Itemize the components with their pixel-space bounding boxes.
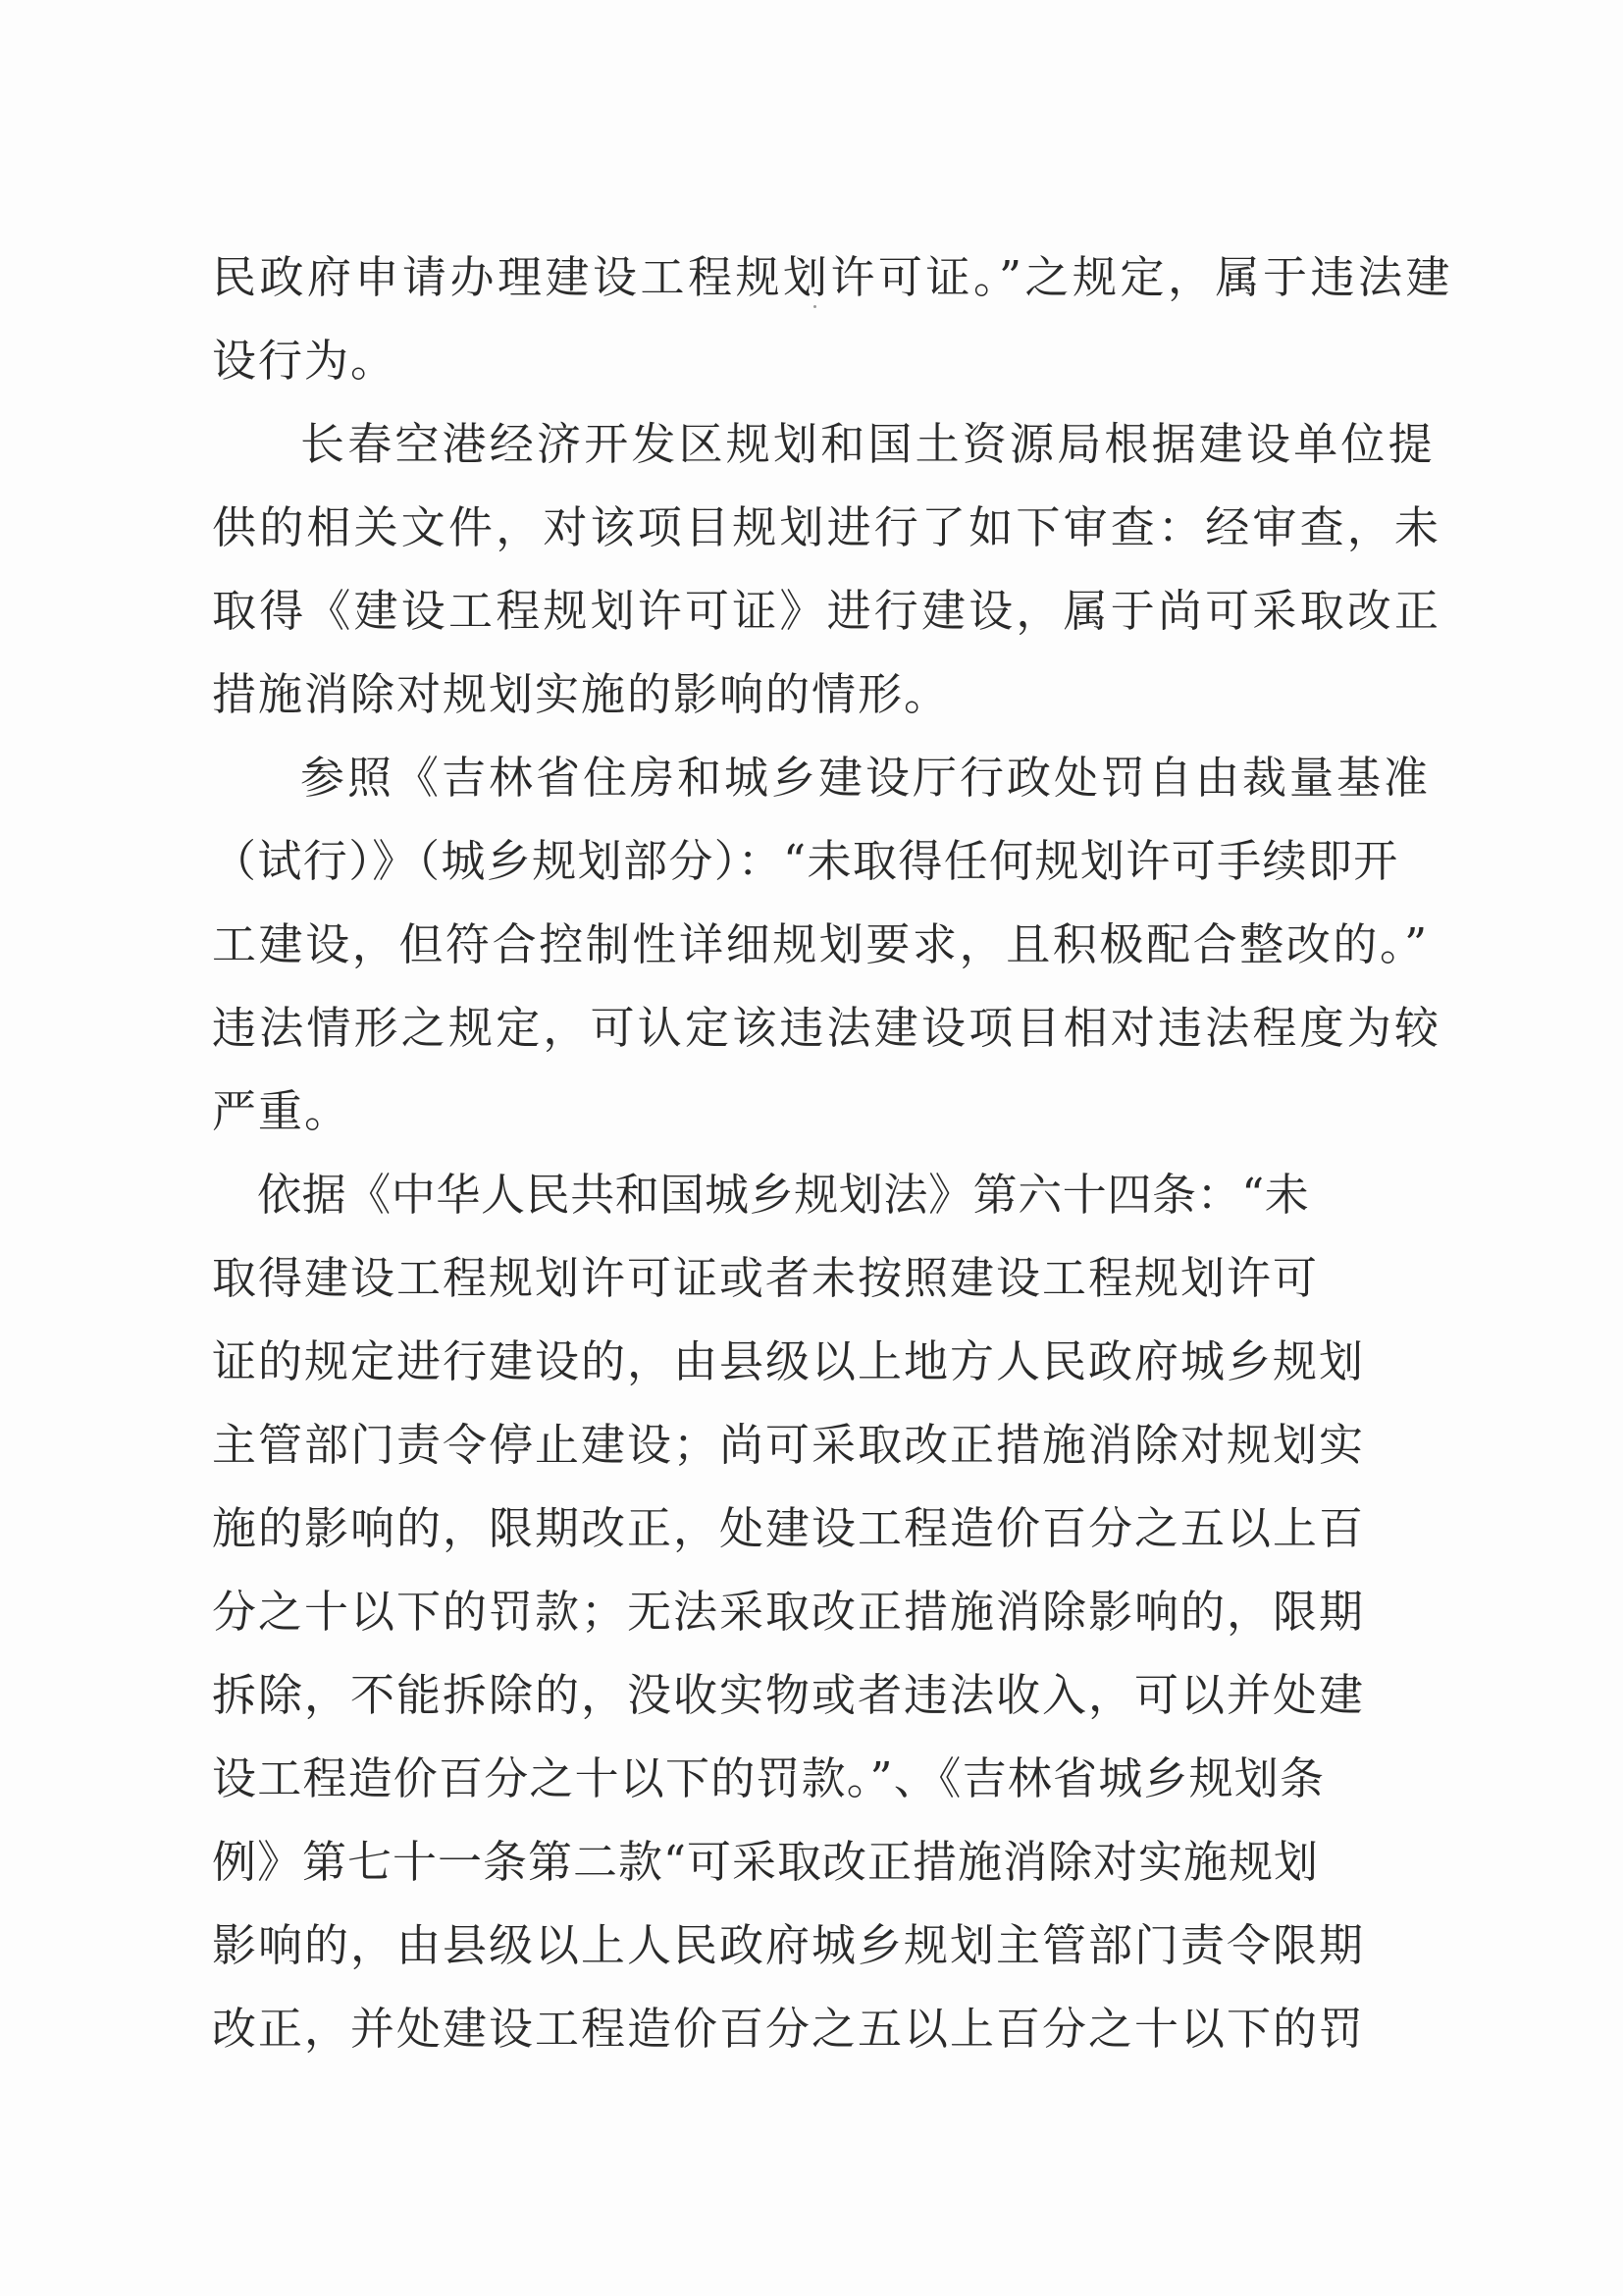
text-line: 参照《吉林省住房和城乡建设厅行政处罚自由裁量基准: [300, 752, 1432, 804]
text-line: 严重。: [212, 1085, 351, 1137]
text-line: 证的规定进行建设的，由县级以上地方人民政府城乡规划: [212, 1335, 1366, 1387]
text-line: 民政府申请办理建设工程规划许可证。”之规定，属于违法建: [212, 251, 1454, 303]
text-line: 例》第七十一条第二款“可采取改正措施消除对实施规划: [212, 1836, 1320, 1888]
text-line: 改正，并处建设工程造价百分之五以上百分之十以下的罚: [212, 2003, 1366, 2055]
text-line: 拆除，不能拆除的，没收实物或者违法收入，可以并处建: [212, 1669, 1366, 1721]
scan-speck: [813, 305, 816, 308]
text-line: 违法情形之规定，可认定该违法建设项目相对违法程度为较: [212, 1002, 1442, 1054]
text-line: 分之十以下的罚款；无法采取改正措施消除影响的，限期: [212, 1586, 1366, 1638]
text-line: 措施消除对规划实施的影响的情形。: [212, 668, 951, 720]
text-line: 施的影响的，限期改正，处建设工程造价百分之五以上百: [212, 1502, 1366, 1554]
text-line: 依据《中华人民共和国城乡规划法》第六十四条：“未: [257, 1169, 1310, 1221]
text-line: 工建设，但符合控制性详细规划要求，且积极配合整改的。”: [212, 918, 1430, 970]
text-line: 影响的，由县级以上人民政府城乡规划主管部门责令限期: [212, 1919, 1366, 1971]
text-line: 设工程造价百分之十以下的罚款。”、《吉林省城乡规划条: [212, 1752, 1326, 1804]
text-line: 取得《建设工程规划许可证》进行建设，属于尚可采取改正: [212, 585, 1442, 637]
text-line: 主管部门责令停止建设；尚可采取改正措施消除对规划实: [212, 1419, 1366, 1471]
text-line: 供的相关文件，对该项目规划进行了如下审查：经审查，未: [212, 501, 1442, 553]
text-line: 取得建设工程规划许可证或者未按照建设工程规划许可: [212, 1252, 1320, 1304]
text-line: 长春空港经济开发区规划和国土资源局根据建设单位提: [300, 418, 1436, 470]
text-line: （试行）》（城乡规划部分）：“未取得任何规划许可手续即开: [212, 835, 1399, 887]
text-line: 设行为。: [212, 335, 397, 387]
